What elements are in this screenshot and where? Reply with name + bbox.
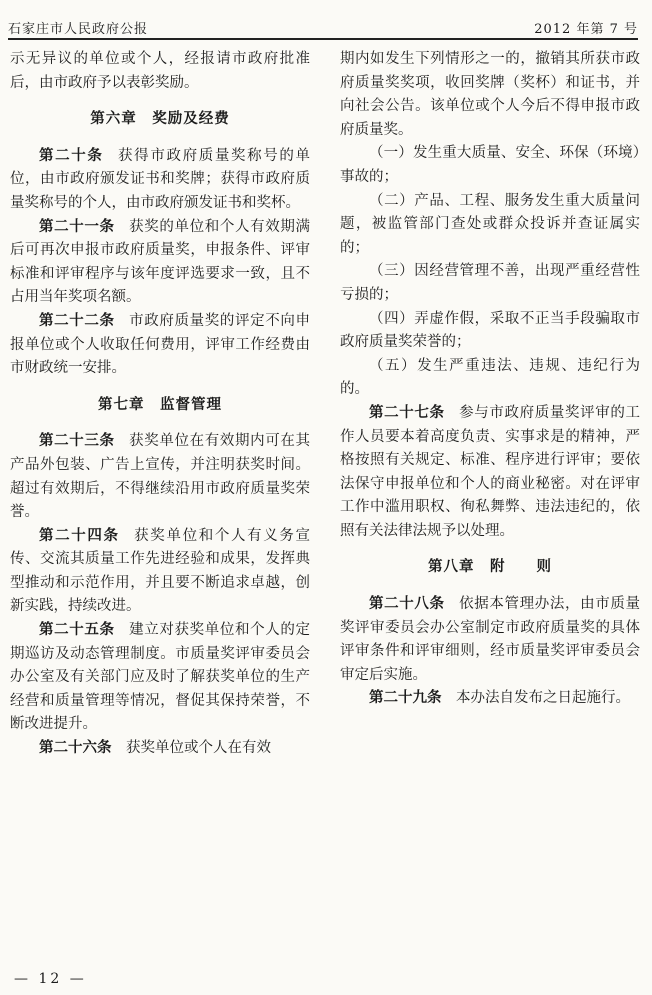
running-header bbox=[8, 18, 638, 40]
page-number: — 12 — bbox=[14, 971, 87, 987]
article-label: 第二十六条 bbox=[39, 740, 112, 757]
chapter-heading-6: 第六章 奖励及经费 bbox=[90, 111, 230, 128]
article-label: 第二十八条 bbox=[369, 596, 445, 613]
article-label: 第二十一条 bbox=[39, 218, 115, 235]
article-label: 第二十五条 bbox=[39, 622, 115, 639]
list-item: （五）发生严重违法、违规、违纪行为的。 bbox=[340, 357, 640, 398]
article-20 bbox=[10, 145, 310, 216]
article-25 bbox=[10, 619, 310, 737]
article-label: 第二十四条 bbox=[39, 527, 120, 544]
publication-title: 石家庄市人民政府公报 bbox=[8, 22, 149, 37]
article-text: 获奖单位或个人在有效 bbox=[126, 740, 271, 757]
article-text: 获奖单位和个人有义务宣传、交流其质量工作先进经验和成果，发挥典型推动和示范作用，并且要不断追求卓越，创新实践，持续改进。 bbox=[10, 527, 311, 615]
article-text: 获奖单位在有效期内可在其产品外包装、广告上宣传，并注明获奖时间。超过有效期后，不得继续沿用市政府质量奖荣誉。 bbox=[10, 433, 310, 521]
article-label: 第二十条 bbox=[39, 147, 104, 164]
article-label: 第二十三条 bbox=[39, 433, 115, 450]
article-text: 建立对获奖单位和个人的定期巡访及动态管理制度。市质量奖评审委员会办公室及有关部门应及时了解获奖单位的生产经营和质量管理等情况，督促其保持荣誉，不断改进提升。 bbox=[10, 622, 310, 733]
article-label: 第二十二条 bbox=[39, 312, 115, 329]
article-22 bbox=[10, 310, 310, 381]
list-item: （四）弄虚作假，采取不正当手段骗取市政府质量奖荣誉的； bbox=[340, 310, 640, 351]
article-label: 第二十七条 bbox=[369, 404, 445, 421]
list-item: （一）发生重大质量、安全、环保（环境）事故的； bbox=[340, 145, 640, 185]
article-text: 获得市政府质量奖称号的单位，由市政府颁发证书和奖牌；获得市政府质量奖称号的个人，由市政府颁发证书和奖杯。 bbox=[10, 147, 311, 211]
article-text: 获奖的单位和个人有效期满后可再次申报市政府质量奖，申报条件、评审标准和评审程序与该年度评选要求一致，且不占用当年奖项名额。 bbox=[10, 218, 310, 306]
paragraph: 示无异议的单位或个人，经报请市政府批准后，由市政府予以表彰奖励。 bbox=[10, 51, 310, 91]
article-label: 第二十九条 bbox=[369, 690, 442, 707]
article-text: 依据本管理办法，由市质量奖评审委员会办公室制定市政府质量奖的具体评审条件和评审细则，经市质量奖评审委员会审定后实施。 bbox=[340, 596, 640, 683]
chapter-heading-8: 第八章 附 则 bbox=[428, 559, 552, 576]
article-24 bbox=[10, 525, 310, 619]
list-item: （三）因经营管理不善，出现严重经营性亏损的； bbox=[340, 263, 640, 303]
article-26 bbox=[10, 737, 310, 761]
article-29 bbox=[340, 687, 640, 711]
right-column bbox=[340, 48, 640, 711]
article-23 bbox=[10, 430, 310, 524]
paragraph: 期内如发生下列情形之一的，撤销其所获市政府质量奖奖项，收回奖牌（奖杯）和证书，并向社会公告。该单位或个人今后不得申报市政府质量奖。 bbox=[340, 51, 640, 138]
chapter-heading-7: 第七章 监督管理 bbox=[98, 396, 222, 413]
article-text: 参与市政府质量奖评审的工作人员要本着高度负责、实事求是的精神，严格按照有关规定、标准、程序进行评审；要依法保守申报单位和个人的商业秘密。对在评审工作中滥用职权、徇私舞弊、违法违纪的，依照有关法律法规予以处理。 bbox=[340, 404, 640, 539]
article-text: 本办法自发布之日起施行。 bbox=[456, 690, 630, 707]
article-27 bbox=[340, 402, 640, 544]
article-text: 市政府质量奖的评定不向申报单位或个人收取任何费用，评审工作经费由市财政统一安排。 bbox=[10, 312, 310, 377]
article-28 bbox=[340, 593, 640, 687]
article-21 bbox=[10, 216, 310, 310]
left-column bbox=[10, 48, 310, 761]
issue-number: 2012 年第 7 号 bbox=[534, 22, 638, 37]
list-item: （二）产品、工程、服务发生重大质量问题，被监管部门查处或群众投诉并查证属实的； bbox=[340, 192, 640, 256]
